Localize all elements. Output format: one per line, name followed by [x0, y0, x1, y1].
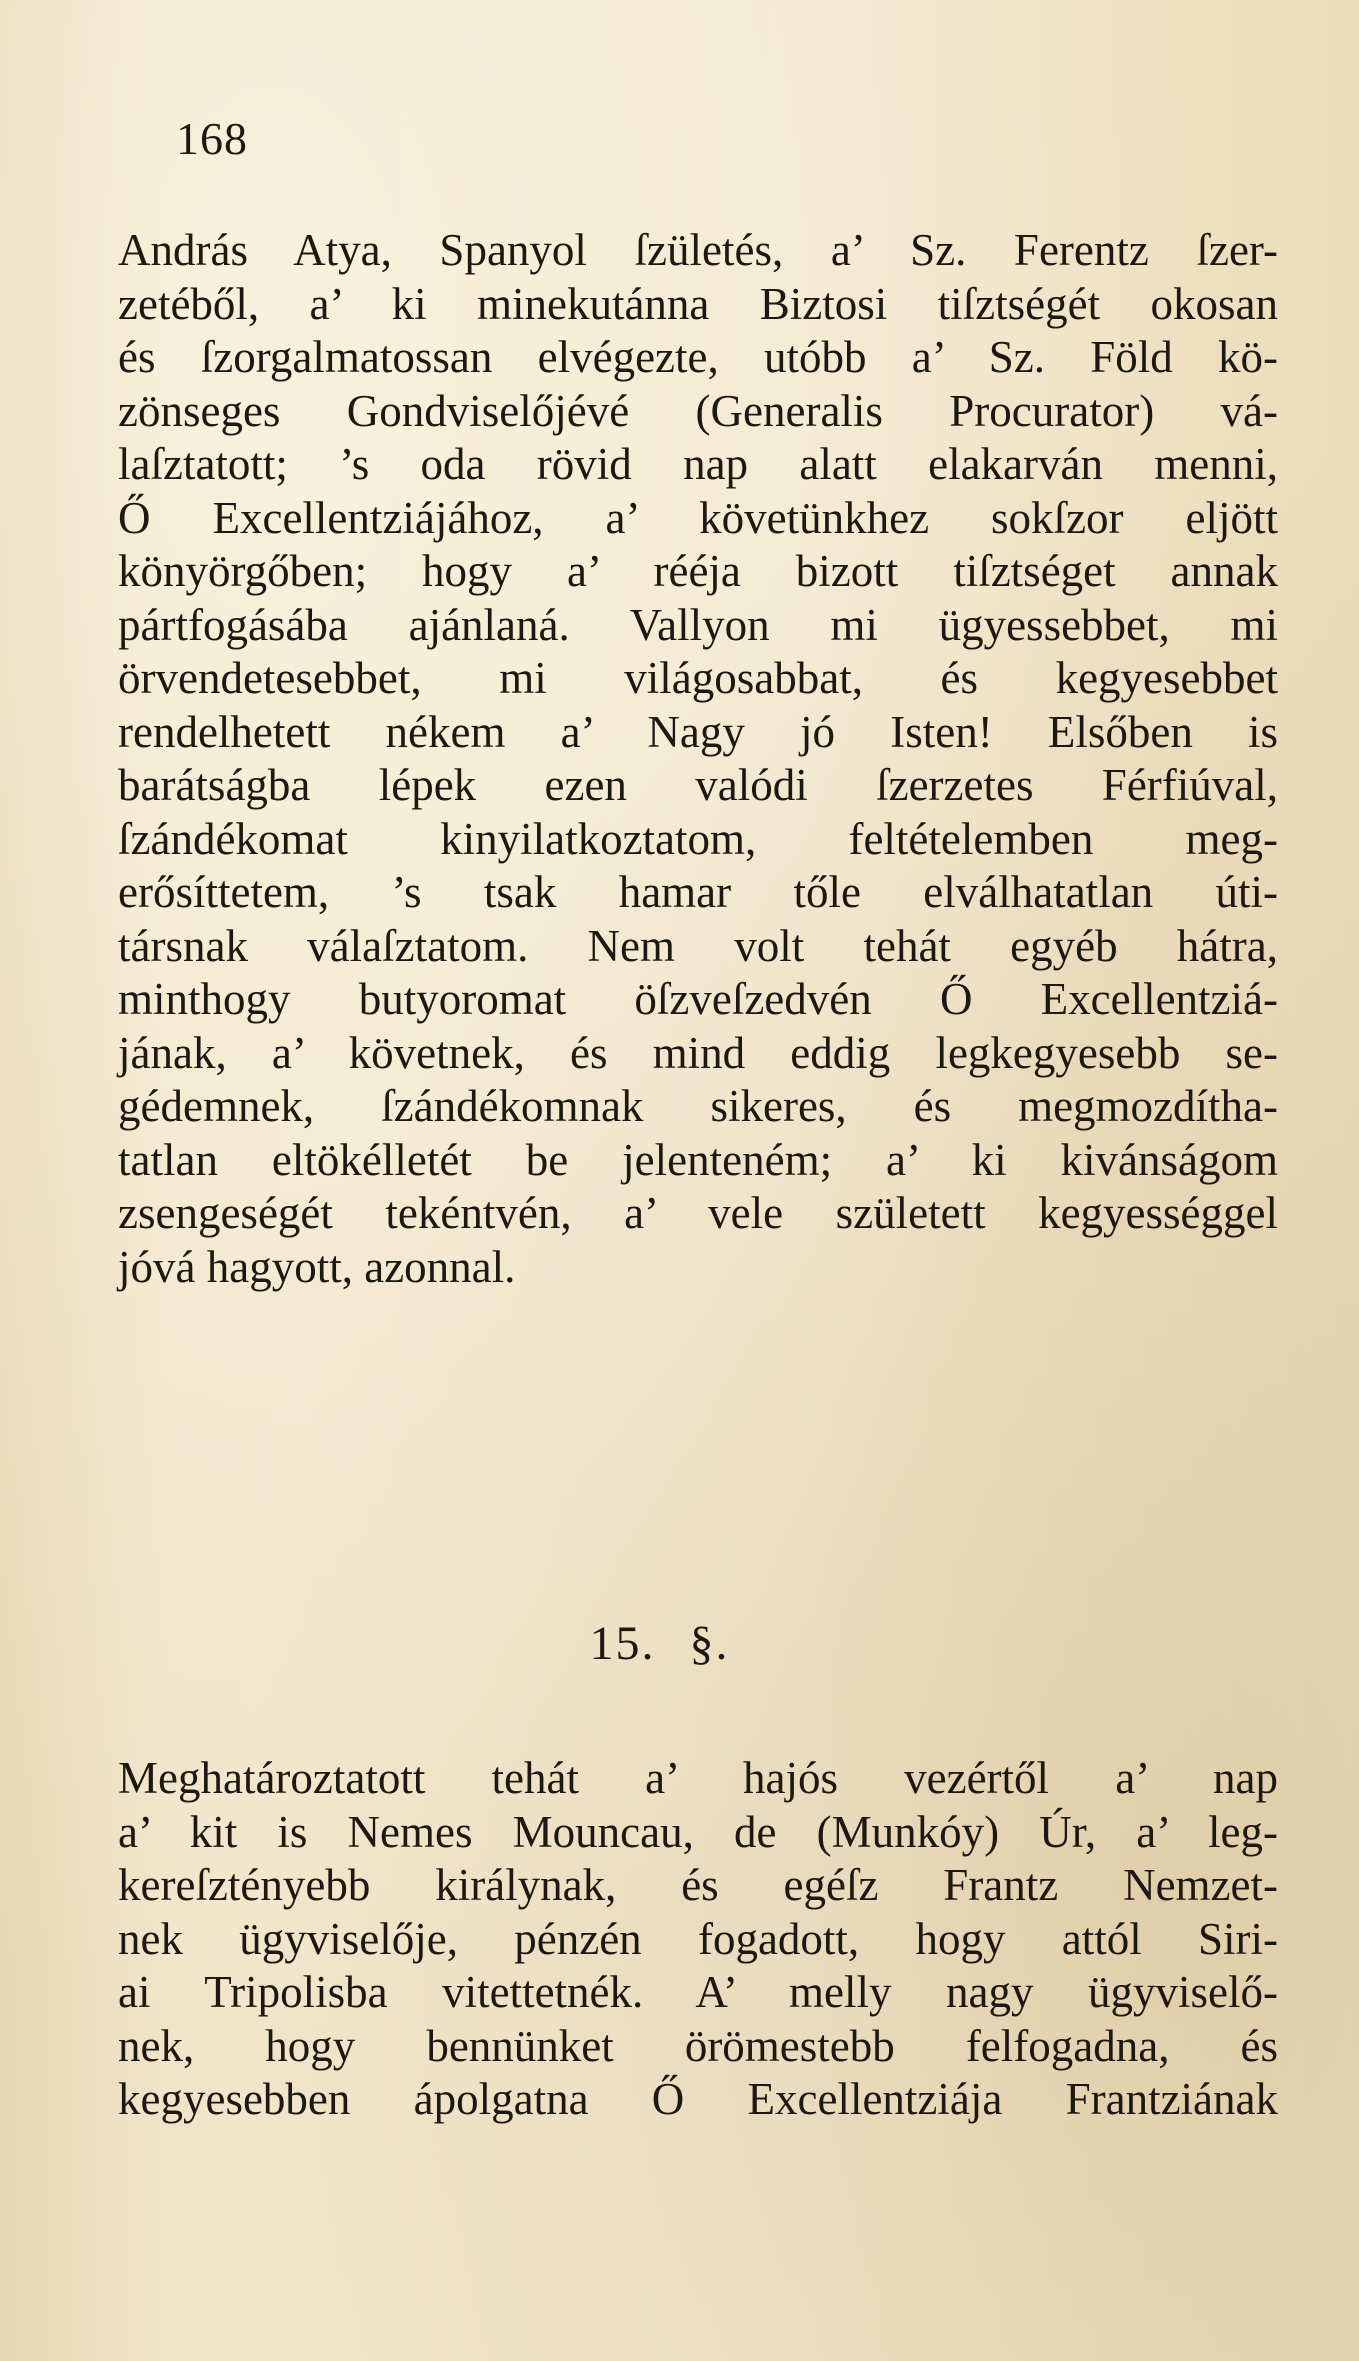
- text-line: nek ügyviselője, pénzén fogadott, hogy attól Siri-: [118, 1913, 1278, 1964]
- text-line: örvendetesebbet, mi világosabbat, és kegyesebbet: [118, 653, 1278, 703]
- text-line: ai Tripolisba vitettetnék. A’ melly nagy ügyviselő-: [118, 1967, 1278, 2017]
- text-line: kegyesebben ápolgatna Ő Excellentziája Frantziának: [118, 2074, 1278, 2124]
- text-line: ſzándékomat kinyilatkoztatom, feltételemben meg-: [118, 813, 1278, 864]
- text-line: zetéből, a’ ki minekutánna Biztosi tiſztségét okosan: [118, 278, 1278, 329]
- text-line: barátságba lépek ezen valódi ſzerzetes Férfiúval,: [118, 760, 1278, 810]
- text-line: társnak válaſztatom. Nem volt tehát egyéb hátra,: [118, 920, 1278, 971]
- text-line: jóvá hagyott, azonnal.: [118, 1241, 516, 1292]
- text-line: Meghatároztatott tehát a’ hajós vezértől a’ nap: [118, 1753, 1278, 1803]
- page-number: 168: [176, 113, 248, 164]
- section-symbol: §.: [689, 1617, 730, 1670]
- text-line: gédemnek, ſzándékomnak sikeres, és megmozdítha-: [118, 1081, 1278, 1131]
- section-number: 15.: [589, 1617, 656, 1670]
- text-line: könyörgőben; hogy a’ rééja bizott tiſztséget annak: [118, 546, 1278, 596]
- text-line: a’ kit is Nemes Mouncau, de (Munkóy) Úr, a’ leg-: [118, 1806, 1278, 1857]
- section-heading: [0, 1616, 1359, 1671]
- text-line: zönseges Gondviselőjévé (Generalis Procurator) vá-: [118, 385, 1278, 436]
- text-line: kereſztényebb királynak, és egéſz Frantz Nemzet-: [118, 1860, 1278, 1910]
- text-line: tatlan eltökélletét be jelenteném; a’ ki kivánságom: [118, 1134, 1278, 1185]
- paragraph-2: [118, 1752, 1278, 2127]
- text-line: András Atya, Spanyol ſzületés, a’ Sz. Ferentz ſzer-: [118, 225, 1278, 275]
- text-line: zsengeségét tekéntvén, a’ vele született kegyességgel: [118, 1188, 1278, 1238]
- paragraph-1: [118, 224, 1278, 1294]
- text-line: minthogy butyoromat öſzveſzedvén Ő Excellentziá-: [118, 974, 1278, 1024]
- text-line: rendelhetett nékem a’ Nagy jó Isten! Elsőben is: [118, 706, 1278, 757]
- text-line: nek, hogy bennünket örömestebb felfogadna, és: [118, 2020, 1278, 2071]
- text-line: és ſzorgalmatossan elvégezte, utóbb a’ Sz. Föld kö-: [118, 332, 1278, 382]
- text-line: laſztatott; ’s oda rövid nap alatt elakarván menni,: [118, 439, 1278, 489]
- text-line: jának, a’ követnek, és mind eddig legkegyesebb se-: [118, 1027, 1278, 1078]
- text-line: pártfogásába ajánlaná. Vallyon mi ügyessebbet, mi: [118, 599, 1278, 650]
- text-line: Ő Excellentziájához, a’ követünkhez sokſzor eljött: [118, 492, 1278, 543]
- text-line: erősíttetem, ’s tsak hamar tőle elválhatatlan úti-: [118, 867, 1278, 917]
